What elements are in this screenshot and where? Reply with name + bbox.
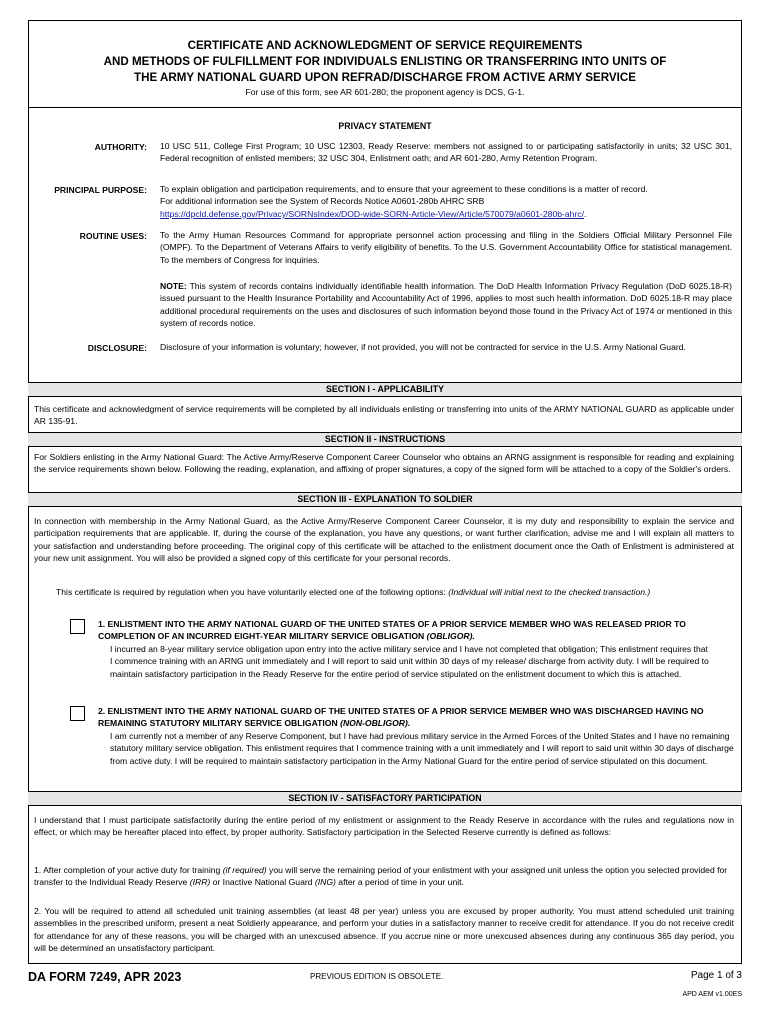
disclosure-label: DISCLOSURE: — [87, 343, 147, 353]
section2-text: For Soldiers enlisting in the Army National Guard: The Active Army/Reserve Component Career Counselor who obtains an ARNG assignment is responsible for reading and explaining the service requirements shown below. Following the reading, explanation, and affixing of proper signatures, a copy of the signed form will be attached to a copy of the Soldier's orders. — [34, 452, 734, 475]
authority-text: 10 USC 511, College First Program; 10 USC 12303, Ready Reserve: members not assigned to or participating satisfactorily in units; 32 USC 301, Federal recognition of enlisted members; 32 USC 304, Enlistment oath; and AR 601-280, Army Retention Program. — [160, 141, 732, 164]
section4-heading: SECTION IV - SATISFACTORY PARTICIPATION — [28, 791, 742, 806]
item1-italic-2: (IRR) — [189, 877, 211, 888]
disclosure-text: Disclosure of your information is voluntary; however, if not provided, you will not be contracted for service in the U.S. Army National Guard. — [160, 342, 686, 352]
note-text — [160, 280, 732, 330]
option1-title — [98, 618, 734, 643]
form-title-line1: CERTIFICATE AND ACKNOWLEDGMENT OF SERVICE REQUIREMENTS — [187, 39, 583, 52]
section4-text: I understand that I must participate satisfactorily during the entire period of my enlistment or assignment to the Ready Reserve in accordance with the rules and regulations now in effect, or which may be hereafter placed into effect, by proper authority. Satisfactory participation in the Selected Reserve currently is defined as follows: — [34, 815, 734, 838]
routine-uses-text: To the Army Human Resources Command for appropriate personnel action processing and filing in the Soldiers Official Military Personnel File (OMPF). To the Department of Veterans Affairs to verify eligibility of benefits. To the U.S. Government Accountability Office for statistical management. To the members of Congress for inquiries. — [160, 230, 732, 265]
form-number: DA FORM 7249, APR 2023 — [28, 970, 182, 984]
purpose-text — [160, 183, 732, 220]
option1-title-text: 1. ENLISTMENT INTO THE ARMY NATIONAL GUARD OF THE UNITED STATES OF A PRIOR SERVICE MEMBER WHO WAS RELEASED PRIOR TO COMPLETION OF AN INCURRED EIGHT-YEAR MILITARY SERVICE OBLIGATION — [98, 619, 686, 642]
note-body: This system of records contains individually identifiable health information. The DoD Health Information Privacy Regulation (DoD 6025.18-R) issued pursuant to the Health Insurance Portability and Accountability Act of 1996, applies to most such health information. DoD 6025.18-R may place additional procedural requirements on the uses and disclosures of such information beyond those found in the Privacy Act of 1974 or mentioned in this system of records notice. — [160, 281, 732, 329]
privacy-heading: PRIVACY STATEMENT — [338, 121, 432, 131]
requirement-text — [56, 586, 696, 598]
item1-italic-3: (ING) — [314, 877, 336, 888]
option2-title-text: 2. ENLISTMENT INTO THE ARMY NATIONAL GUARD OF THE UNITED STATES OF A PRIOR SERVICE MEMBER WHO WAS DISCHARGED HAVING NO REMAINING STATUTORY MILITARY SERVICE OBLIGATION — [98, 706, 704, 729]
option2-checkbox[interactable] — [70, 706, 85, 721]
purpose-text-1: To explain obligation and participation requirements, and to ensure that your agreement to these conditions is a matter of record. — [160, 184, 648, 194]
option1-title-italic: (OBLIGOR). — [426, 631, 475, 642]
section1-text: This certificate and acknowledgment of service requirements will be completed by all individuals enlisting or transferring into units of the ARMY NATIONAL GUARD as applicable under AR 135-91. — [34, 404, 734, 427]
note-label: NOTE: — [160, 281, 187, 291]
item1-part-b: you will serve the remaining period of your enlistment with your assigned unit unless the option you selected provided for transfer to the Individual Ready Reserve — [34, 865, 728, 888]
sorn-link[interactable]: https://dpcld.defense.gov/Privacy/SORNsIndex/DOD-wide-SORN-Article-View/Article/570079/a0601-280b-ahrc/ — [160, 208, 584, 219]
option2-text: I am currently not a member of any Reserve Component, but I have had previous military service in the Armed Forces of the United States and I have no remaining statutory military service obligation. This enlistment requires that I commence training with a unit immediately and I will report to said unit within 30 days of discharge from active duty. I will be required to maintain satisfactory participation in the Army National Guard for the entire period of service stipulated on this document. — [110, 731, 734, 766]
option2-title — [98, 705, 734, 730]
section3-text: In connection with membership in the Army National Guard, as the Active Army/Reserve Component Career Counselor, it is my duty and responsibility to explain the service and participation requirements that are applicable. If, during the course of the explanation, you have any questions, or want further clarification, advise me and I will explain all matters to your satisfaction and understanding before proceeding. The original copy of this certificate will be attached to the enlistment document once the Oath of Enlistment is administered at your new unit assignment. You will also be provided a signed copy of this certificate for your personal records. — [34, 516, 734, 564]
form-title-line3: THE ARMY NATIONAL GUARD UPON REFRAD/DISCHARGE FROM ACTIVE ARMY SERVICE — [134, 71, 636, 84]
requirement-body: This certificate is required by regulation when you have voluntarily elected one of the following options: — [56, 587, 446, 597]
section2-heading: SECTION II - INSTRUCTIONS — [28, 432, 742, 447]
purpose-text-2: For additional information see the System of Records Notice A0601-280b AHRC SRB — [160, 196, 485, 207]
purpose-label: PRINCIPAL PURPOSE: — [54, 185, 147, 195]
section3-heading: SECTION III - EXPLANATION TO SOLDIER — [28, 492, 742, 507]
requirement-italic: (Individual will initial next to the checked transaction.) — [448, 587, 651, 597]
section1-heading: SECTION I - APPLICABILITY — [28, 382, 742, 397]
page-number: Page 1 of 3 — [690, 970, 742, 981]
section4-item1 — [34, 864, 734, 889]
form-subtitle: For use of this form, see AR 601-280; the proponent agency is DCS, G-1. — [245, 87, 525, 97]
item1-part-d: after a period of time in your unit. — [338, 877, 464, 888]
option2-title-italic: (NON-OBLIGOR). — [340, 718, 411, 729]
item1-italic-1: (if required) — [222, 865, 267, 875]
item1-part-c: or Inactive National Guard — [212, 877, 313, 888]
purpose-link-end: . — [584, 208, 587, 219]
item1-part-a: 1. After completion of your active duty for training — [34, 865, 221, 875]
previous-edition-note: PREVIOUS EDITION IS OBSOLETE. — [310, 972, 444, 981]
authority-label: AUTHORITY: — [94, 142, 147, 152]
form-title-line2: AND METHODS OF FULFILLMENT FOR INDIVIDUALS ENLISTING OR TRANSFERRING INTO UNITS OF — [103, 55, 667, 68]
section4-item2: 2. You will be required to attend all scheduled unit training assemblies (at least 48 per year) unless you are excused by proper authority. You must attend scheduled unit training assemblies in the prescribed uniform, present a neat Soldierly appearance, and perform your duties in a satisfactory manner to receive credit for attendance. If you do not receive credit for attendance for any of these reasons, you will be charged with an unexcused absence. If you accrue nine or more unexcused absences during any continuous 365 day period, you will be determined an unsatisfactory participant. — [34, 906, 734, 954]
routine-uses-label: ROUTINE USES: — [79, 231, 147, 241]
option1-text: I incurred an 8-year military service obligation upon entry into the active military service and I have not completed that obligation; This enlistment requires that I commence training with an ARNG unit immediately and I will report to said unit within 30 days of my release/ discharge from activity duty. I will be required to maintain satisfactory participation in the Ready Reserve for the entire period of service stipulated on the enlistment document to which this is attached. — [110, 644, 709, 679]
version-label: APD AEM v1.00ES — [682, 991, 742, 998]
option1-checkbox[interactable] — [70, 619, 85, 634]
divider — [28, 107, 742, 108]
